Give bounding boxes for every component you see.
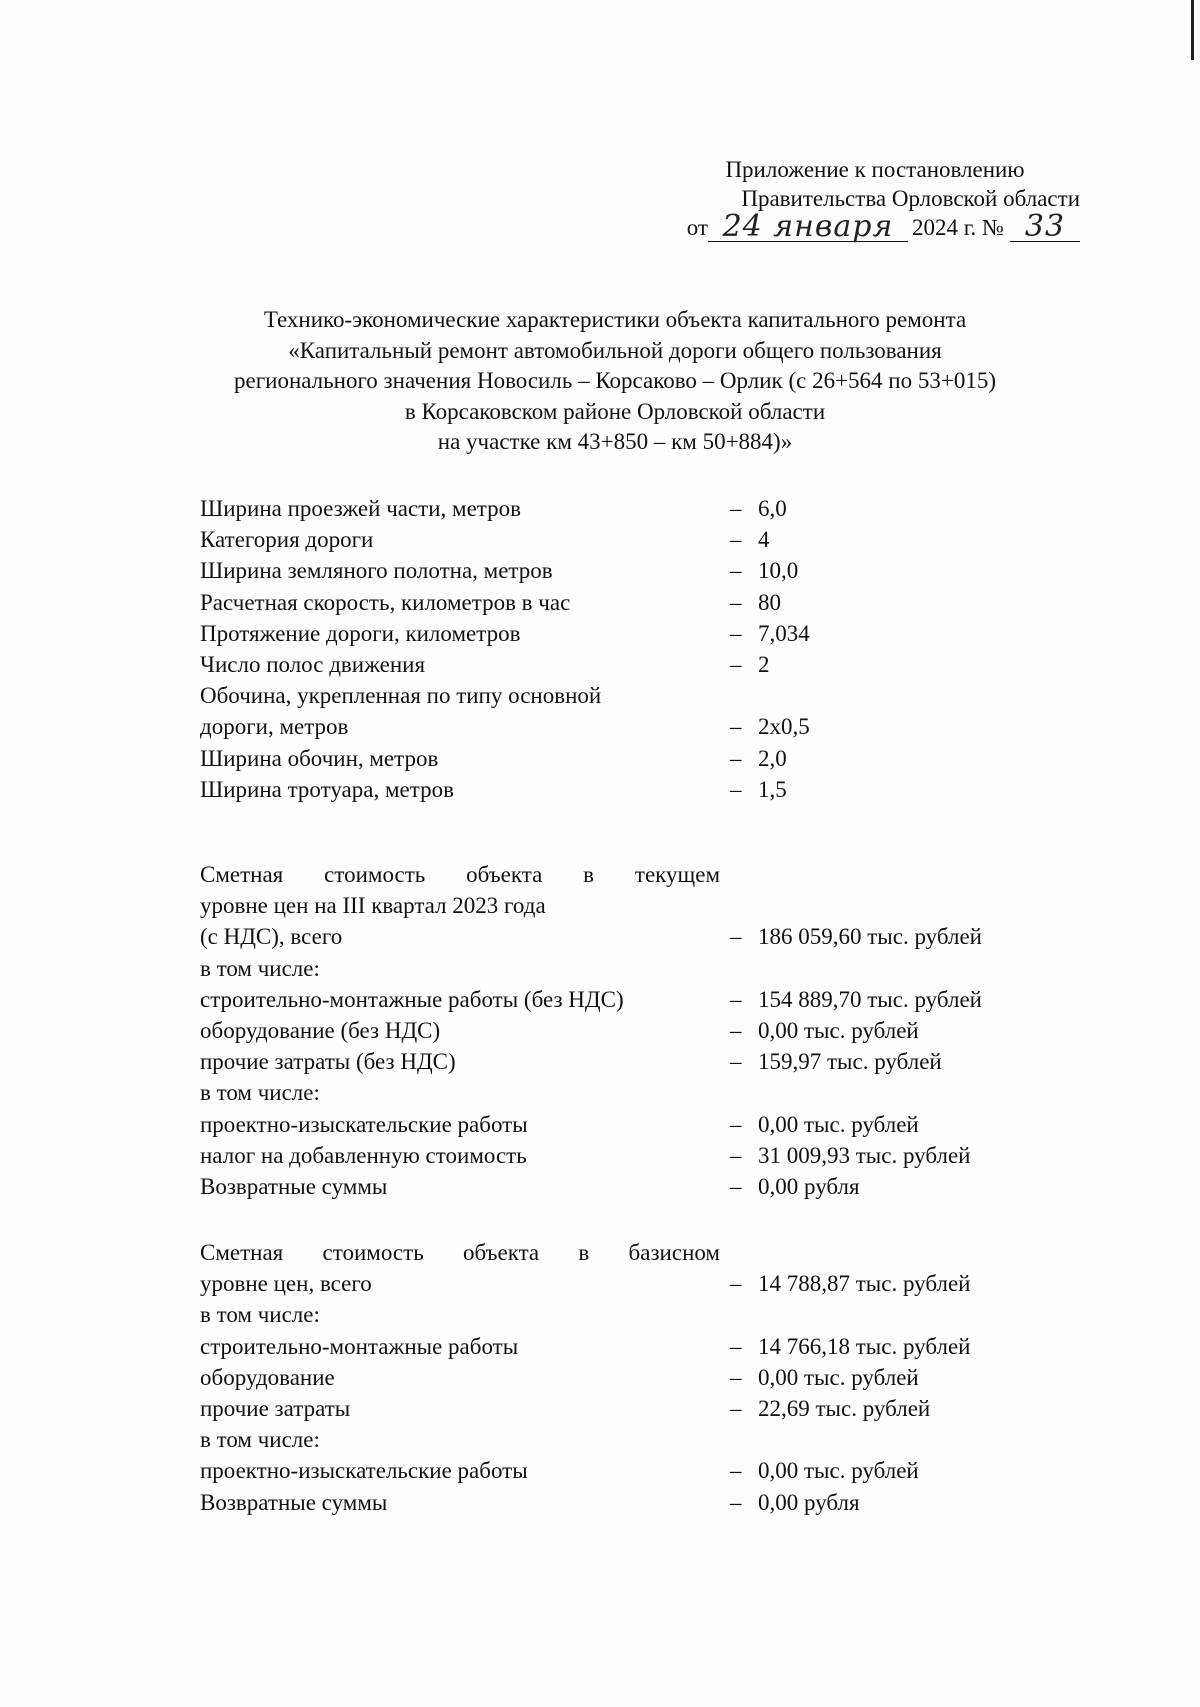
dash-separator: – [730,714,742,740]
list-item [200,859,1080,890]
item-value [720,1015,919,1046]
item-label: оборудование [200,1364,335,1390]
handwritten-date: 24 января [708,213,908,242]
item-value [720,1268,970,1299]
value-text: 0,00 тыс. рублей [758,1364,919,1390]
item-value [720,1424,730,1455]
title-line-4: в Корсаковском районе Орловской области [404,398,826,424]
list-item [200,1015,1080,1046]
item-value [720,1455,919,1486]
header-line-2: Правительства Орловской области [741,186,1080,211]
item-label: оборудование (без НДС) [200,1017,441,1043]
item-label: Расчетная скорость, километров в час [200,589,571,615]
item-label: уровне цен на III квартал 2023 года [200,893,546,919]
item-label: Возвратные суммы [200,1173,388,1199]
dash-separator: – [730,527,742,553]
item-label: Обочина, укрепленная по типу основной [200,683,602,709]
value-text: 31 009,93 тыс. рублей [758,1142,971,1168]
title-line-3: регионального значения Новосиль – Корсаково – Орлик (с 26+564 по 53+015) [234,368,996,393]
item-label: Ширина тротуара, метров [200,776,454,802]
item-value [720,774,787,805]
list-item [200,1455,1080,1486]
header-date-line [640,209,1080,244]
value-text: 1,5 [758,776,787,802]
list-item [200,1487,1080,1518]
document-title [150,305,1080,458]
item-label: Возвратные суммы [200,1489,388,1515]
dash-separator: – [730,1395,742,1421]
item-label: прочие затраты (без НДС) [200,1049,456,1075]
list-item [200,555,1080,586]
title-line-5: на участке км 43+850 – км 50+884)» [437,429,793,454]
list-item [200,743,1080,774]
dash-separator: – [730,1142,742,1168]
value-text: 0,00 рубля [758,1173,860,1199]
list-item [200,1299,1080,1330]
list-item [200,984,1080,1015]
basis-cost-list [200,1237,1080,1518]
item-value [720,1046,942,1077]
item-label: дороги, метров [200,714,349,740]
list-item [200,524,1080,555]
item-value [720,1140,970,1171]
dash-separator: – [730,986,742,1012]
item-value [720,921,982,952]
value-text: 14 788,87 тыс. рублей [758,1271,971,1297]
dash-separator: – [730,1049,742,1075]
list-item [200,1077,1080,1108]
item-label: (с НДС), всего [200,924,343,950]
item-label: уровне цен, всего [200,1271,372,1297]
value-text: 7,034 [758,620,810,646]
list-item [200,1046,1080,1077]
item-label: прочие затраты [200,1395,351,1421]
dash-separator: – [730,620,742,646]
dash-separator: – [730,1458,742,1484]
current-cost-list [200,859,1080,1202]
specs-list [200,493,1080,805]
item-label: Ширина обочин, метров [200,745,439,771]
dash-separator: – [730,1333,742,1359]
dash-separator: – [730,1364,742,1390]
list-item [200,1109,1080,1140]
dash-separator: – [730,745,742,771]
item-label: Сметная стоимость объекта в текущем [200,862,720,887]
item-value [720,1109,919,1140]
list-item [200,953,1080,984]
list-item [200,774,1080,805]
list-item [200,618,1080,649]
list-item [200,921,1080,952]
item-label: проектно-изыскательские работы [200,1458,528,1484]
value-text: 4 [758,527,770,553]
value-text: 0,00 тыс. рублей [758,1111,919,1137]
list-item [200,649,1080,680]
value-text: 186 059,60 тыс. рублей [758,924,982,950]
item-value [720,859,730,890]
item-label: Число полос движения [200,651,426,677]
item-value [720,953,730,984]
scan-edge-mark [1191,0,1194,60]
item-label: в том числе: [200,955,320,981]
list-item [200,1362,1080,1393]
item-value [720,680,730,711]
value-text: 2,0 [758,745,787,771]
list-item [200,680,1080,711]
item-label: строительно-монтажные работы [200,1333,519,1359]
item-label: в том числе: [200,1427,320,1453]
value-text: 6,0 [758,496,787,521]
list-item [200,587,1080,618]
item-value [720,1487,860,1518]
dash-separator: – [730,1017,742,1043]
item-value [720,555,798,586]
dash-separator: – [730,1489,742,1515]
item-value [720,1362,919,1393]
item-label: Протяжение дороги, километров [200,620,521,646]
list-item [200,1237,1080,1268]
list-item [200,1393,1080,1424]
value-text: 14 766,18 тыс. рублей [758,1333,971,1359]
handwritten-number: 33 [1010,213,1080,242]
header-line-1: Приложение к постановлению [725,157,1025,182]
item-label: Ширина проезжей части, метров [200,496,521,521]
value-text: 2 [758,651,770,677]
value-text: 154 889,70 тыс. рублей [758,986,982,1012]
item-value [720,890,730,921]
item-value [720,711,810,742]
value-text: 0,00 рубля [758,1489,860,1515]
list-item [200,1331,1080,1362]
value-text: 0,00 тыс. рублей [758,1017,919,1043]
appendix-header [640,155,1080,242]
item-label: строительно-монтажные работы (без НДС) [200,986,624,1012]
item-value [720,1331,970,1362]
list-item [200,890,1080,921]
value-text: 10,0 [758,558,799,584]
item-label: Категория дороги [200,527,374,553]
item-value [720,649,770,680]
item-value [720,524,770,555]
value-text: 2x0,5 [758,714,810,740]
dash-separator: – [730,776,742,802]
item-value [720,587,781,618]
item-value [720,1393,930,1424]
item-label: в том числе: [200,1302,320,1328]
item-label: налог на добавленную стоимость [200,1142,527,1168]
item-label: в том числе: [200,1080,320,1106]
dash-separator: – [730,496,742,521]
date-prefix: от [686,215,708,240]
item-value [720,1299,730,1330]
dash-separator: – [730,558,742,584]
value-text: 0,00 тыс. рублей [758,1458,919,1484]
list-item [200,1171,1080,1202]
item-label: проектно-изыскательские работы [200,1111,528,1137]
dash-separator: – [730,1271,742,1297]
value-text: 159,97 тыс. рублей [758,1049,942,1075]
list-item [200,1140,1080,1171]
dash-separator: – [730,651,742,677]
item-value [720,493,787,524]
item-label: Сметная стоимость объекта в базисном [200,1240,720,1265]
value-text: 80 [758,589,781,615]
dash-separator: – [730,589,742,615]
list-item [200,1268,1080,1299]
value-text: 22,69 тыс. рублей [758,1395,931,1421]
dash-separator: – [730,1173,742,1199]
title-line-2: «Капитальный ремонт автомобильной дороги общего пользования [288,337,942,363]
list-item [200,1424,1080,1455]
dash-separator: – [730,1111,742,1137]
item-value [720,1171,860,1202]
item-value [720,1237,730,1268]
item-value [720,743,787,774]
dash-separator: – [730,924,742,950]
list-item [200,493,1080,524]
title-line-1: Технико-экономические характеристики объекта капитального ремонта [263,307,967,332]
item-label: Ширина земляного полотна, метров [200,558,553,584]
list-item [200,711,1080,742]
item-value [720,984,982,1015]
year-number-label: 2024 г. № [911,215,1004,240]
item-value [720,618,810,649]
item-value [720,1077,730,1108]
